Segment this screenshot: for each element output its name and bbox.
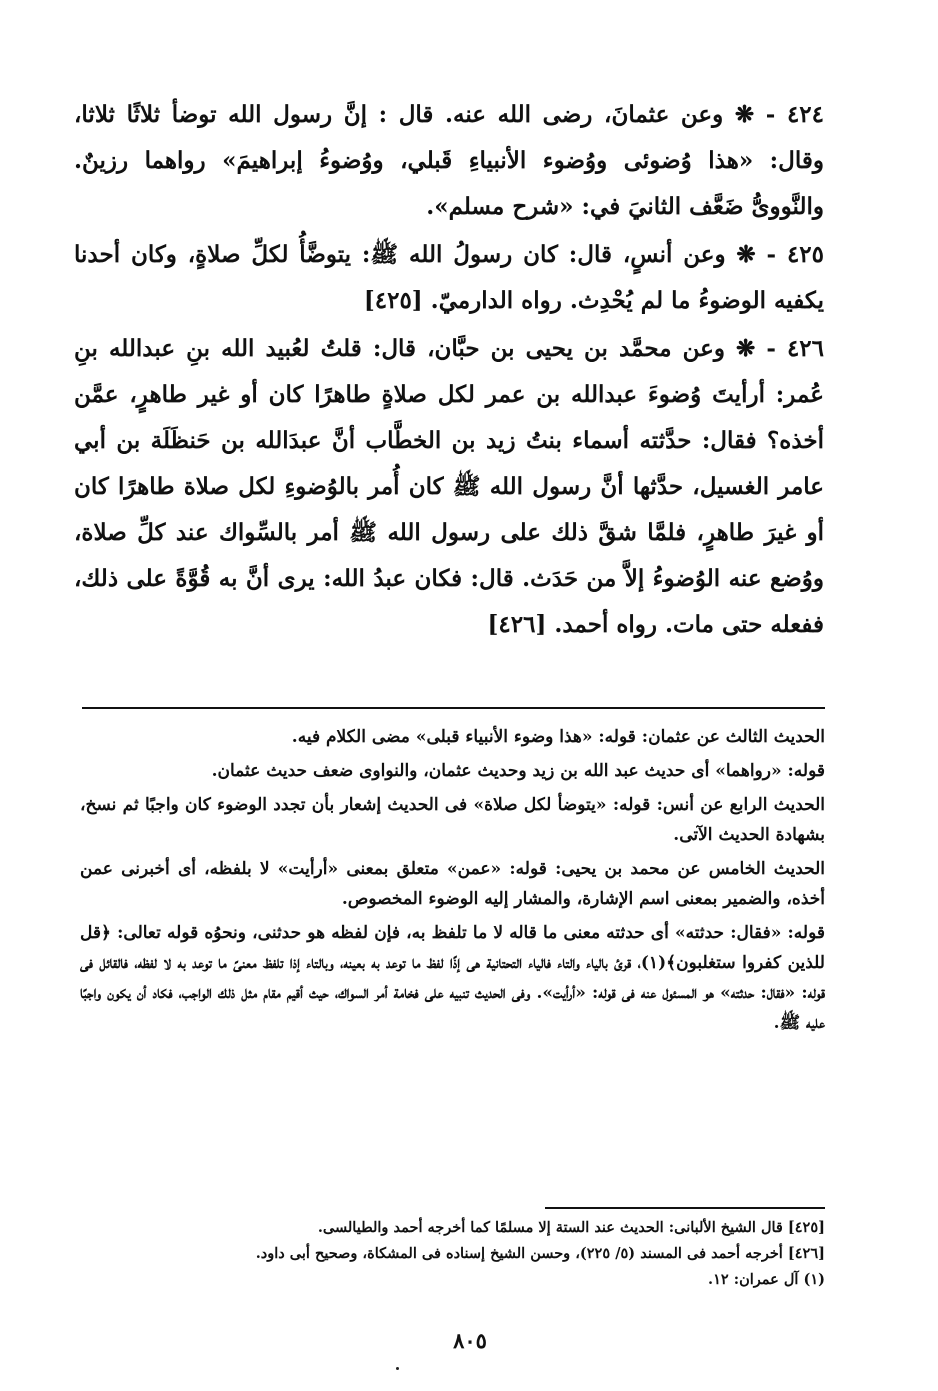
page-number: ٨٠٥ (453, 1328, 487, 1353)
main-divider (82, 707, 825, 709)
footnote-426: [٤٢٦] أخرجه أحمد فى المسند (٥/ ٢٢٥)، وحسن الشيخ إسناده فى المشكاة، وصحيح أبى داود. (255, 1245, 825, 1262)
hadith-426: ٤٢٦ - ❋ وعن محمَّد بن يحيى بن حبَّان، قال: قلتُ لعُبيد الله بنِ عبدالله بنِ عُمر: أرأيتَ وُضوءَ عبدالله بن عمر لكل صلاةٍ طاهرًا كان أو غير طاهرٍ، عمَّن أخذه؟ فقال: حدَّثته أسماء بنتُ زيد بن الخطَّاب أنَّ عبدَالله بن حَنظَلَة بن أبي عامر الغسيل، حدَّثها أنَّ رسول الله ﷺ كان أُمر بالوُضوءِ لكل صلاة طاهرًا كان أو غيرَ طاهرٍ، فلمَّا شقَّ ذلك على رسول الله ﷺ أمر بالسِّواك عند كلِّ صلاة، ووُضع عنه الوُضوءُ إلاَّ من حَدَث. قال: فكان عبدُ الله: يرى أنَّ به قُوَّةً على ذلك، ففعله حتى مات. رواه أحمد. [٤٢٦] (74, 335, 824, 638)
footnotes-block (160, 1215, 825, 1293)
hadith-425: ٤٢٥ - ❋ وعن أنسٍ، قال: كان رسولُ الله ﷺ: يتوضَّأُ لكلِّ صلاةٍ، وكان أحدنا يكفيه الوضوءُ ما لم يُحْدِث. رواه الدارميّ. [٤٢٥] (74, 241, 824, 314)
commentary-paragraph: الحديث الثالث عن عثمان: قوله: «هذا وضوء الأنبياء قبلى» مضى الكلام فيه. (291, 727, 825, 747)
commentary-paragraph: قوله: «رواهما» أى حديث عبد الله بن زيد وحديث عثمان، والنواوى ضعف حديث عثمان. (211, 761, 825, 781)
footnote-divider (545, 1207, 825, 1209)
hadith-424: ٤٢٤ - ❋ وعن عثمانَ، رضى الله عنه. قال : إنَّ رسول الله توضأ ثلاثًا ثلاثا، وقال: «هذا وُضوئى ووُضوء الأنبياءِ قَبلي، ووُضوءُ إبراهيمَ» رواهما رزينٌ. والنَّووىُّ ضَعَّف الثانيَ في: «شرح مسلم». (74, 101, 824, 220)
print-speck (396, 1367, 399, 1370)
commentary-paragraph: قوله: «فقال: حدثته» أى حدثته معنى ما قاله لا ما تلفظ به، فإن لفظه هو حدثنى، ونحوُه قوله تعالى: ﴿قل للذين كفروا ستغلبون﴾(١)، قرئ بالياء والتاء فالياء التحتانية هى إذًا لفظ ما توعد به بعينه، وبالتاء إذا تلفظ معنىً ما توعد به لا لفظه، فالقائل فى قوله: «فقال: حدثته» هو المسئول عنه فى قوله: «أرأيت». وفى الحديث تنبيه على فخامة أمر السواك، حيث أقيم مقام مثل ذلك الواجب، فكاد أن يكون واجبًا عليه ﷺ. (80, 923, 825, 1033)
commentary-paragraph: الحديث الخامس عن محمد بن يحيى: قوله: «عمن» متعلق بمعنى «أرأيت» لا بلفظه، أى أخبرنى عمن أخذه، والضمير بمعنى اسم الإشارة، والمشار إليه الوضوء المخصوص. (80, 859, 825, 909)
hadith-text-block (74, 92, 824, 648)
commentary-block (80, 722, 825, 1038)
footnote-1: (١) آل عمران: ١٢. (708, 1271, 825, 1288)
footnote-425: [٤٢٥] قال الشيخ الألبانى: الحديث عند الستة إلا مسلمًا كما أخرجه أحمد والطيالسى. (317, 1219, 825, 1236)
commentary-paragraph: الحديث الرابع عن أنس: قوله: «يتوضأ لكل صلاة» فى الحديث إشعار بأن تجدد الوضوء كان واجبًا ثم نسخ، بشهادة الحديث الآتى. (80, 795, 825, 845)
